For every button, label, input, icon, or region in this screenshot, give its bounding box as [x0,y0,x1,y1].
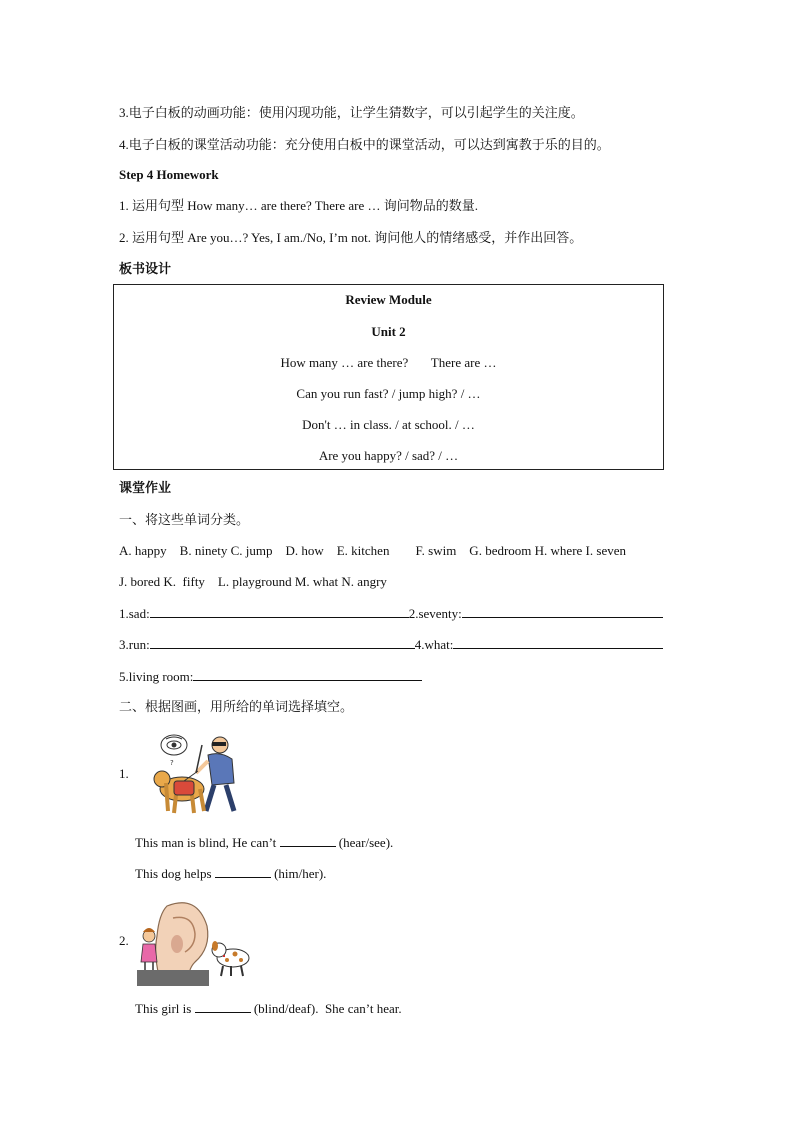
board-line-2: Can you run fast? / jump high? / … [296,386,481,401]
q1-answer-blank[interactable] [150,605,409,618]
board-line-4: Are you happy? / sad? / … [318,448,459,463]
q4-label: 4.what: [414,637,454,652]
item1-blank-2[interactable] [215,865,271,878]
paragraph-3: 3.电子白板的动画功能：使用闪现功能，让学生猜数字，可以引起学生的关注度。 [119,105,584,120]
q2-label: 2.seventy: [408,606,462,621]
item2-sentence-1-start: This girl is [135,1001,195,1016]
item2-sentence-1-end: (blind/deaf). She can’t hear. [250,1001,402,1016]
q2-answer-blank[interactable] [462,605,663,618]
question-row-1 [119,605,663,622]
q5-label: 5.living room: [119,669,194,684]
word-list-line-2: J. bored K. fifty L. playground M. what N. angry [119,574,387,589]
item1-sentence-2 [135,865,326,882]
board-design-box [113,284,664,470]
item1-number: 1. [119,766,129,781]
board-design-heading: 板书设计 [119,261,172,276]
homework-item-1: 1. 运用句型 How many… are there? There are … 询问物品的数量. [119,198,478,213]
board-unit: Unit 2 [371,324,406,339]
item1-sentence-2-end: (him/her). [270,866,327,881]
q4-answer-blank[interactable] [453,636,663,649]
item1-sentence-1-start: This man is blind, He can’t [135,835,280,850]
item1-sentence-1-end: (hear/see). [335,835,394,850]
item2-sentence-1 [135,1000,402,1017]
item1-blank-1[interactable] [280,834,336,847]
item2-number: 2. [119,933,129,948]
homework-item-2: 2. 运用句型 Are you…? Yes, I am./No, I’m not. 询问他人的情绪感受，并作出回答。 [119,230,583,245]
board-line-3: Don't … in class. / at school. / … [302,417,475,432]
svg-text:?: ? [170,759,174,767]
q3-label: 3.run: [119,637,150,652]
classwork-heading: 课堂作业 [119,480,172,495]
board-title: Review Module [345,292,432,307]
question-row-2 [119,636,663,653]
q5-answer-blank[interactable] [193,668,422,681]
q3-answer-blank[interactable] [150,636,415,649]
section1-title: 一、将这些单词分类。 [119,512,250,527]
deaf-girl-ear-dog-illustration [137,896,257,986]
blind-man-guide-dog-illustration [146,731,242,819]
board-line-1: How many … are there? There are … [280,355,497,370]
item2-blank-1[interactable] [195,1000,251,1013]
item1-sentence-2-start: This dog helps [135,866,215,881]
question-row-3 [119,668,422,685]
q1-label: 1.sad: [119,606,150,621]
step4-heading: Step 4 Homework [119,167,219,182]
item1-sentence-1 [135,834,393,851]
section2-title: 二、根据图画，用所给的单词选择填空。 [119,699,354,714]
word-list-line-1: A. happy B. ninety C. jump D. how E. kitchen F. swim G. bedroom H. where I. seven [119,543,626,558]
paragraph-4: 4.电子白板的课堂活动功能：充分使用白板中的课堂活动，可以达到寓教于乐的目的。 [119,137,610,152]
